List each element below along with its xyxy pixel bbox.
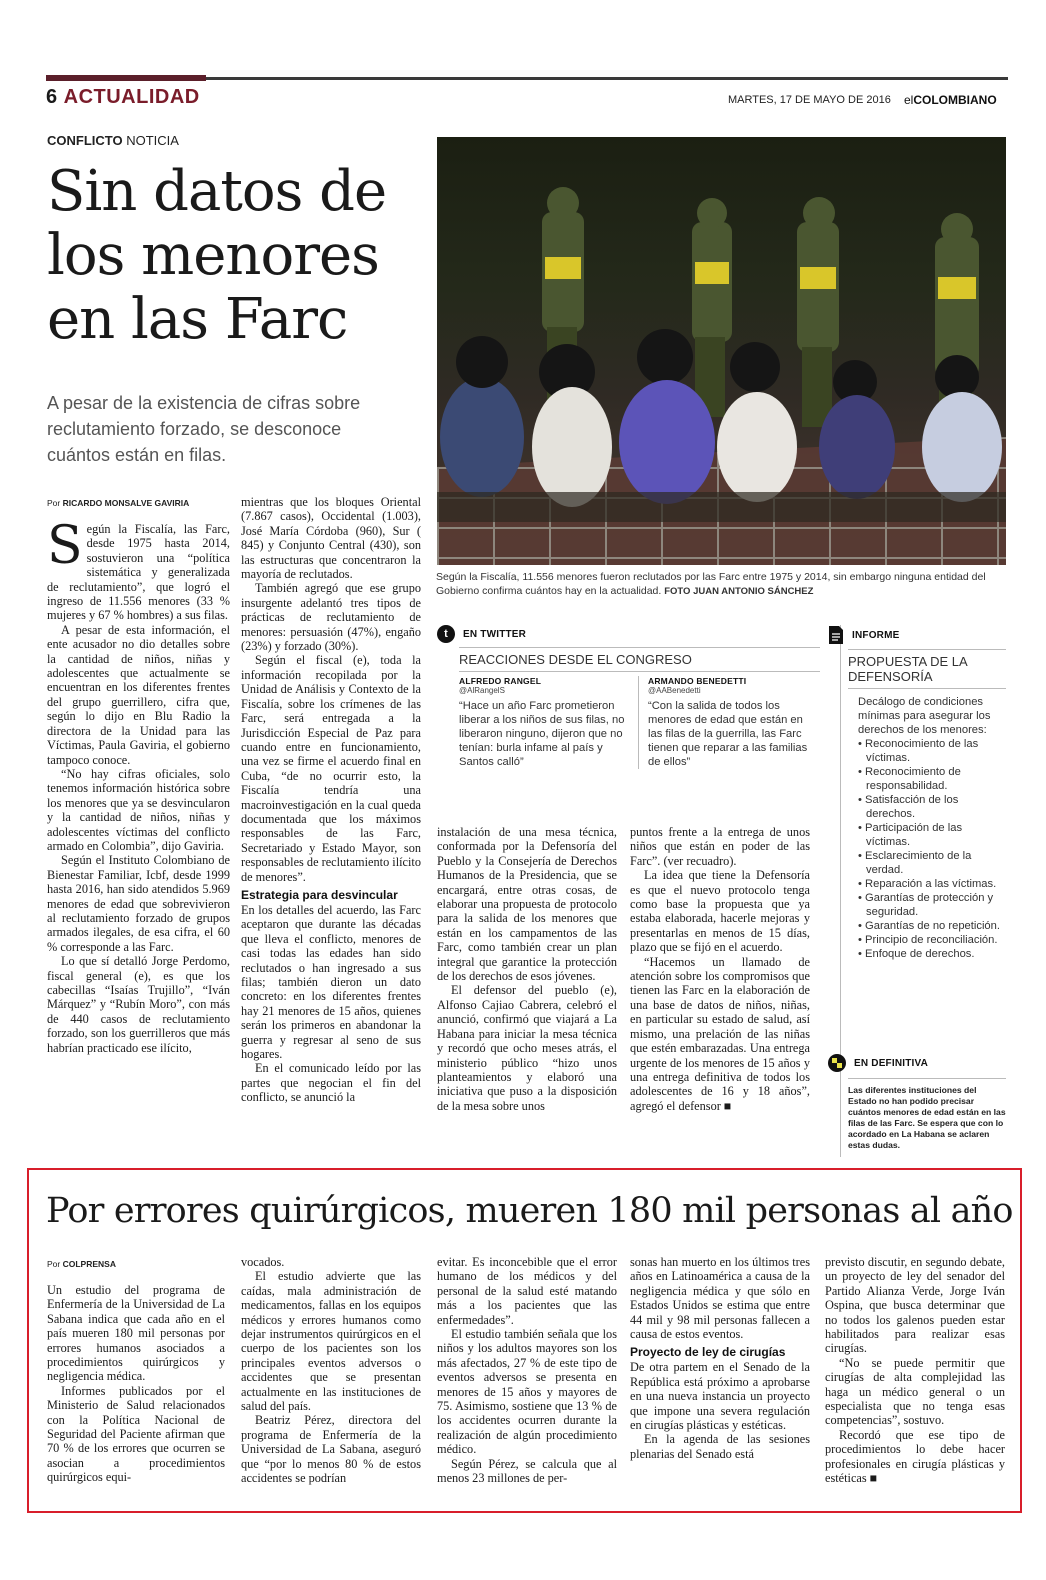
paragraph: En el comunicado leído por las partes que negocian el fin del conflicto, se anunció la (241, 1061, 421, 1105)
paragraph: El defensor del pueblo (e), Alfonso Cajiao Cabrera, celebró el anunció, confirmó que viajará a La Habana para iniciar la mesa técnica y recordó que ocho meses atrás, el ministerio público “hizo unos planteamientos y elaboró una iniciativa que puso a la disposición de la mesa sobre unos (437, 983, 617, 1113)
byline-author: COLPRENSA (62, 1259, 116, 1269)
document-icon (828, 625, 844, 645)
paragraph: previsto discutir, en segundo debate, un proyecto de ley del senador del Partido Alianza Verde, Jorge Iván Ospina, que busca determinar que no todos los galenos pueden estar habilitados para realizar esas cirugías. (825, 1255, 1005, 1356)
list-item: • Enfoque de derechos. (858, 948, 975, 960)
section-name: ACTUALIDAD (63, 86, 200, 108)
byline-por: Por (47, 498, 63, 508)
divider (848, 649, 1006, 650)
paragraph: “No hay cifras oficiales, solo tenemos información histórica sobre los menores que ya se desvincularon y la cantidad de niños, niñas y adolescentes víctimas del conflicto armado en Colombia”, dijo Gaviria. (47, 766, 230, 853)
brand-logo (904, 93, 997, 107)
checkered-icon (828, 1054, 846, 1072)
tweet-handle: @AlRangelS (459, 686, 505, 695)
definitiva-label: EN DEFINITIVA (854, 1057, 929, 1069)
tweet-text: “Hace un año Farc prometieron liberar a los niños de sus filas, no liberaron ninguno, dijeron que no tenían: burla infame al país y Santos calló” (459, 700, 625, 768)
article2-headline: Por errores quirúrgicos, mueren 180 mil personas al año (46, 1191, 1013, 1231)
paragraph: Según la Fiscalía, las Farc, desde 1975 hasta 2014, sostuvieron una “política sistemática y generalizada de reclutamiento”, que logró el ingreso de 11.556 menores (33 % mujeres y 67 % hombres) a sus filas. (47, 516, 230, 623)
news-photo (437, 137, 1006, 565)
paragraph: vocados. (241, 1255, 285, 1269)
article-column-2 (241, 495, 421, 1105)
twitter-title: REACCIONES DESDE EL CONGRESO (459, 652, 692, 667)
top-rule (46, 77, 1008, 80)
byline-author: RICARDO MONSALVE GAVIRIA (62, 498, 190, 508)
subheading: Proyecto de ley de cirugías (630, 1345, 786, 1360)
list-item: • Reparación a las víctimas. (858, 878, 997, 890)
paragraph: Según el fiscal (e), toda la información recopilada por la Unidad de Análisis y Contexto de la Fiscalía, sobre los crímenes de las Farc, será entregada a la Jurisdicción Especial de Paz para cuando entre en funcionamiento, una vez se firme el acuerdo final en Cuba, “de no ocurrir esto, la Fiscalía tendría una macroinvestigación en la cual queda documentada que los máximos responsables de las Farc, Secretariado y Estado Mayor, son responsables de reclutamiento ilícito de menores”. (241, 653, 421, 884)
paragraph: En los detalles del acuerdo, las Farc aceptaron que durante las décadas que lleva el conflicto, menores de casi todas las edades han sido reclutados o han ingresado a sus filas; también dieron un dato concreto: en los diferentes frentes hay 21 menores de 15 años, quienes serán los primeros en abandonar la guerra y regresar al seno de sus hogares. (241, 902, 421, 1062)
headline: Sin datos de los menores en las Farc (47, 159, 387, 352)
paragraph: “No se puede permitir que cirugías de alta complejidad las haga un médico general o un especialista que no tenga esas competencias”, sostuvo. (825, 1355, 1005, 1428)
brand-prefix: el (904, 93, 914, 107)
definitiva-header (828, 1054, 1006, 1072)
paragraph: Beatriz Pérez, directora del programa de Enfermería de la Universidad de La Sabana, aseguró que “por lo menos 80 % de estos accidentes se podrían (241, 1413, 421, 1486)
paragraph: Recordó que ese tipo de procedimientos lo debe hacer profesionales en cirugía plásticas y estéticas ■ (825, 1427, 1005, 1486)
page-header (46, 86, 200, 109)
divider (848, 1078, 1006, 1079)
paragraph: sonas han muerto en los últimos tres años en Latinoamérica a causa de la negligencia médica y que sólo en Estados Unidos se estima que entre 44 mil y 98 mil personas fallecen a causa de estos eventos. (630, 1255, 810, 1342)
list-item: • Satisfacción de los derechos. (858, 794, 959, 820)
twitter-label: EN TWITTER (463, 628, 527, 640)
byline (47, 498, 189, 508)
tweet-author: ARMANDO BENEDETTI (648, 676, 747, 686)
informe-header (828, 625, 1006, 645)
paragraph: También agregó que ese grupo insurgente adelantó tres tipos de prácticas de reclutamiento de menores: persuasión (47%), engaño (23%) y forzado (30%). (241, 581, 421, 654)
paragraph: puntos frente a la entrega de unos niños que están en poder de las Farc”. (ver recuadro). (630, 825, 810, 868)
issue-date: MARTES, 17 DE MAYO DE 2016 (728, 94, 891, 106)
paragraph: evitar. Es inconcebible que el error humano de los médicos y del personal de la salud esté matando más a los pacientes que las enfermedades”. (437, 1255, 617, 1327)
article2-column-5 (825, 1255, 1005, 1486)
paragraph: A pesar de esta información, el ente acusador no dio detalles sobre la cantidad de niños, niñas y adolescentes que actualmente se encuentran en los diferentes frentes del grupo guerrillero, cifra que, según lo dijo en Blu Radio la directora de la Unidad para las Víctimas, Paula Gaviria, el gobierno tampoco conoce. (47, 622, 230, 767)
twitter-header (437, 625, 820, 643)
article2-column-4 (630, 1255, 810, 1461)
paragraph: La idea que tiene la Defensoría es que el nuevo protocolo tenga como base la propuesta que ya estaba elaborada, hacerle mejoras y presentarlas en menos de 15 días, plazo que se fijó en el acuerdo. (630, 868, 810, 955)
informe-box (828, 625, 1006, 961)
informe-intro: Decálogo de condiciones mínimas para asegurar los derechos de los menores: (858, 696, 991, 736)
drop-cap: S (47, 516, 83, 576)
photo-caption (436, 570, 1006, 599)
tweet (639, 676, 819, 769)
list-item: • Garantías de no repetición. (858, 920, 1000, 932)
paragraph: instalación de una mesa técnica, conformada por la Defensoría del Pueblo y la Consejería de Derechos Humanos de la Presidencia, que se encargará, entre otras cosas, de elaborar una propuesta de protocolo para la salida de los menores que están en los campamentos de las Farc, como también crear un plan integral que garantice la protección de los derechos de esos jóvenes. (437, 825, 617, 984)
paragraph: El estudio también señala que los niños y los adultos mayores son los más afectados, 27 % de este tipo de eventos adversos se presenta en menores de 15 años y mayores de 75. Asimismo, sostiene que 13 % de los accidentes ocurren durante la realización de algún procedimiento médico. (437, 1327, 617, 1457)
dek: A pesar de la existencia de cifras sobre reclutamiento forzado, se desconoce cuántos están en filas. (47, 393, 361, 465)
byline-por: Por (47, 1259, 63, 1269)
paragraph: De otra partem en el Senado de la República está próximo a aprobarse en una nueva instancia un proyecto que impone una severa regulación en cirugías plásticas y estéticas. (630, 1360, 810, 1433)
paragraph: En la agenda de las sesiones plenarias del Senado está (630, 1432, 810, 1461)
brand-name: COLOMBIANO (913, 93, 997, 107)
photo-credit: FOTO JUAN ANTONIO SÁNCHEZ (664, 586, 814, 597)
list-item: • Reconocimiento de las víctimas. (858, 738, 979, 764)
list-item: • Garantías de protección y seguridad. (858, 892, 994, 918)
page-number: 6 (46, 86, 58, 108)
list-item: • Esclarecimiento de la verdad. (858, 850, 972, 876)
informe-list (858, 737, 1008, 961)
paragraph: Informes publicados por el Ministerio de Salud relacionados con la Política Nacional de Seguridad del Paciente afirman que 70 % de los errores que ocurren se asocian a procedimientos quirúrgicos equi- (47, 1383, 225, 1485)
article2-column-2 (241, 1255, 421, 1486)
article-column-4 (630, 825, 810, 1113)
photo-illustration (437, 137, 1006, 565)
paragraph: “Hacemos un llamado de atención sobre los compromisos que tienen las Farc en la elaboración de una base de datos de niños, niñas, en particular su estado de salud, así mismo, una prelación de las niñas que estén embarazadas. Una entrega urgente de los menores de 15 años y una entrega definitiva de todos los adolescentes de 16 y 18 años”, agregó el defensor ■ (630, 954, 810, 1113)
tweet-author: ALFREDO RANGEL (459, 676, 542, 686)
article2-column-1 (47, 1283, 225, 1485)
article2-byline (47, 1259, 116, 1269)
list-item: • Principio de reconciliación. (858, 934, 998, 946)
twitter-icon: t (437, 625, 455, 643)
article2-column-3 (437, 1255, 617, 1486)
article-column-3 (437, 825, 617, 1113)
definitiva-text: Las diferentes instituciones del Estado no han podido precisar cuántos menores de edad están en las filas de las Farc. Se espera que con lo acordado en La Habana se aclaren estas dudas. (848, 1085, 1006, 1150)
kicker-topic: CONFLICTO (47, 133, 123, 148)
caption-text: Según la Fiscalía, 11.556 menores fueron reclutados por las Farc entre 1975 y 2014, sin embargo ninguna entidad del Gobierno confirma cuántos hay en la actualidad. (436, 571, 986, 597)
informe-title: PROPUESTA DE LA DEFENSORÍA (848, 654, 967, 684)
kicker-type: NOTICIA (122, 133, 179, 148)
top-rule-accent (46, 75, 206, 81)
article-column-1 (47, 516, 230, 1055)
kicker (47, 133, 179, 148)
tweet-list (459, 676, 820, 769)
definitiva-box (828, 1054, 1006, 1151)
paragraph: mientras que los bloques Oriental (7.867 casos), Occidental (1.003), José María Córdoba (960), Sur ( 845) y Conjunto Central (430), son las estructuras que concentraron la mayoría de reclutados. (241, 495, 421, 582)
tweet (459, 676, 639, 769)
subheading: Estrategia para desvincular (241, 887, 398, 902)
paragraph: El estudio advierte que las caídas, mala administración de medicamentos, fallas en los equipos médicos y errores humanos como dejar instrumentos quirúrgicos en el cuerpo de los pacientes son los principales eventos adversos o accidentes que se presentan actualmente en las instituciones de salud del país. (241, 1269, 421, 1414)
divider (848, 688, 1006, 689)
list-item: • Participación de las víctimas. (858, 822, 963, 848)
informe-label: INFORME (852, 629, 900, 641)
divider (459, 647, 820, 648)
paragraph: Lo que sí detalló Jorge Perdomo, fiscal general (e), es que los cabecillas “Isaías Trujillo”, “Iván Márquez” y “Rubín Moro”, con más de 440 casos de reclutamiento forzado, son los guerrilleros que más habrían practicado ese ilícito, (47, 954, 230, 1055)
twitter-box (437, 625, 820, 815)
paragraph: Según el Instituto Colombiano de Bienestar Familiar, Icbf, desde 1999 hasta 2016, han sido atendidos 5.969 menores de edad que sobrevivieron al reclutamiento forzado de grupos armados ilegales, de esa cifra, el 60 % corresponde a las Farc. (47, 853, 230, 954)
divider (459, 671, 820, 672)
tweet-text: “Con la salida de todos los menores de edad que están en las filas de la guerrilla, las Farc tienen que reparar a las familias de ellos” (648, 700, 808, 768)
tweet-handle: @AABenedetti (648, 686, 701, 695)
list-item: • Reconocimiento de responsabilidad. (858, 766, 961, 792)
paragraph: Un estudio del programa de Enfermería de la Universidad de La Sabana indica que cada año en el país mueren 180 mil personas por errores humanos asociados a procedimientos quirúrgicos y negligencia médica. (47, 1283, 225, 1384)
paragraph: Según Pérez, se calcula que al menos 23 millones de per- (437, 1456, 617, 1486)
